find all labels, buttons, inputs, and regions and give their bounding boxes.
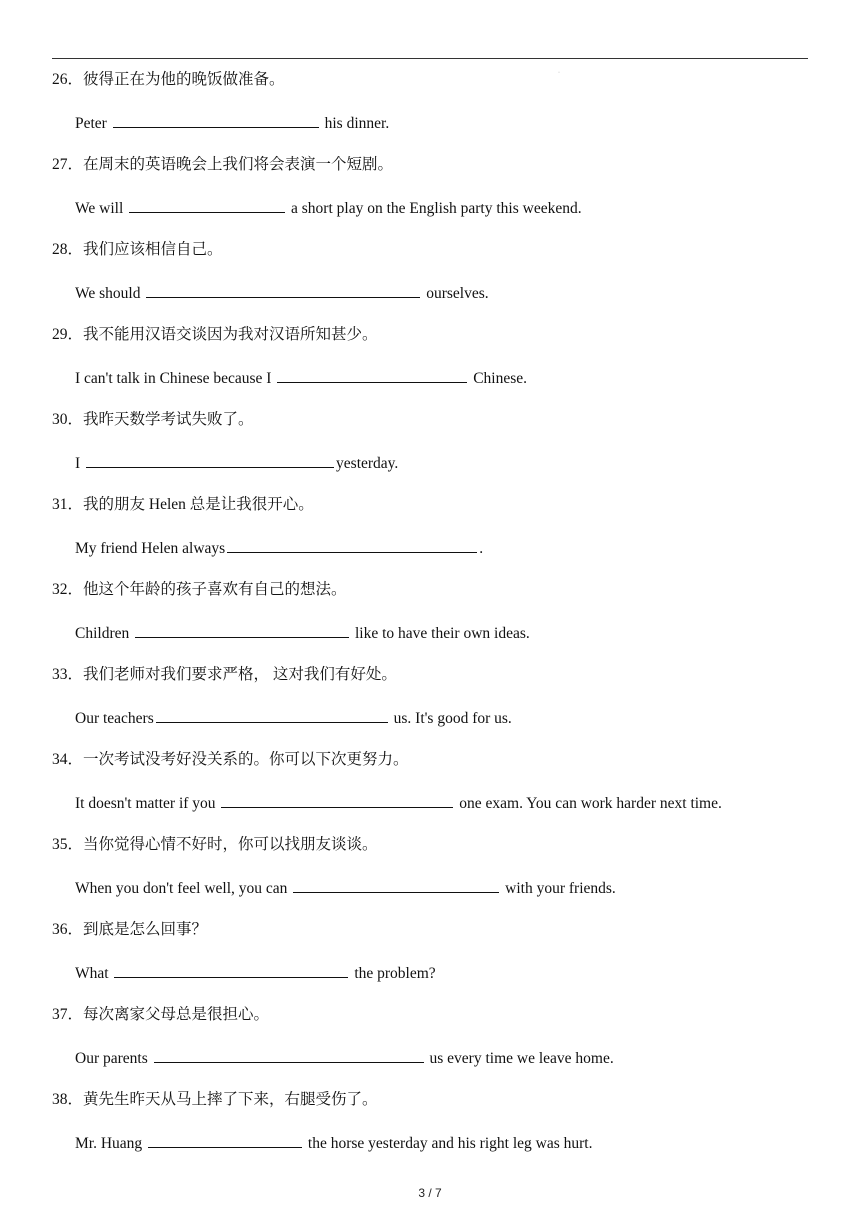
answer-blank[interactable] [221, 791, 453, 808]
sentence-35 [75, 876, 616, 900]
question-chinese: 彼得正在为他的晚饭做准备。 [83, 71, 285, 88]
question-number: 28． [52, 241, 84, 258]
question-30 [52, 408, 254, 432]
sentence-27 [75, 196, 582, 220]
question-number: 30． [52, 411, 84, 428]
sentence-before: When you don't feel well, you can [75, 880, 292, 897]
question-36 [52, 918, 207, 942]
sentence-before: We will [75, 200, 128, 217]
sentence-after: one exam. You can work harder next time. [455, 795, 722, 812]
answer-blank[interactable] [156, 706, 388, 723]
sentence-before: Mr. Huang [75, 1135, 147, 1152]
sentence-after: with your friends. [501, 880, 616, 897]
sentence-after: yesterday. [336, 455, 399, 472]
sentence-29 [75, 366, 527, 390]
question-chinese: 黄先生昨天从马上摔了下来，右腿受伤了。 [83, 1091, 378, 1108]
sentence-28 [75, 281, 489, 305]
answer-blank[interactable] [86, 451, 334, 468]
page-number: 3 / 7 [418, 1186, 442, 1200]
answer-blank[interactable] [129, 196, 285, 213]
question-35 [52, 833, 378, 857]
question-number: 37． [52, 1006, 84, 1023]
answer-blank[interactable] [154, 1046, 424, 1063]
sentence-34 [75, 791, 722, 815]
question-chinese: 每次离家父母总是很担心。 [83, 1006, 270, 1023]
sentence-after: his dinner. [320, 115, 390, 132]
sentence-before: Peter [75, 115, 111, 132]
dot-mark: · [558, 70, 560, 76]
answer-blank[interactable] [113, 111, 319, 128]
question-34 [52, 748, 409, 772]
question-33 [52, 663, 397, 687]
question-chinese: 到底是怎么回事？ [83, 921, 208, 938]
question-number: 26． [52, 71, 84, 88]
answer-blank[interactable] [277, 366, 467, 383]
sentence-after: us. It's good for us. [389, 710, 512, 727]
question-chinese: 我们老师对我们要求严格， 这对我们有好处。 [83, 666, 397, 683]
sentence-before: Children [75, 625, 134, 642]
answer-blank[interactable] [227, 536, 477, 553]
question-number: 35． [52, 836, 84, 853]
sentence-after: ourselves. [422, 285, 489, 302]
sentence-26 [75, 111, 389, 135]
sentence-before: I can't talk in Chinese because I [75, 370, 276, 387]
sentence-before: What [75, 965, 113, 982]
question-chinese: 在周末的英语晚会上我们将会表演一个短剧。 [83, 156, 394, 173]
sentence-after: us every time we leave home. [425, 1050, 614, 1067]
question-32 [52, 578, 347, 602]
sentence-36 [75, 961, 436, 985]
question-chinese: 我不能用汉语交谈因为我对汉语所知甚少。 [83, 326, 378, 343]
answer-blank[interactable] [293, 876, 499, 893]
sentence-before: Our teachers [75, 710, 154, 727]
question-28 [52, 238, 223, 262]
question-number: 29． [52, 326, 84, 343]
question-27 [52, 153, 393, 177]
sentence-before: I [75, 455, 85, 472]
question-26 [52, 68, 285, 92]
question-chinese: 当你觉得心情不好时，你可以找朋友谈谈。 [83, 836, 378, 853]
sentence-after: a short play on the English party this weekend. [287, 200, 582, 217]
sentence-32 [75, 621, 530, 645]
sentence-38 [75, 1131, 592, 1155]
question-29 [52, 323, 378, 347]
question-chinese: 他这个年龄的孩子喜欢有自己的想法。 [83, 581, 347, 598]
question-number: 27． [52, 156, 84, 173]
answer-blank[interactable] [146, 281, 420, 298]
sentence-37 [75, 1046, 614, 1070]
question-chinese: 我们应该相信自己。 [83, 241, 223, 258]
question-31 [52, 493, 314, 517]
question-number: 31． [52, 496, 84, 513]
sentence-before: My friend Helen always [75, 540, 226, 557]
answer-blank[interactable] [148, 1131, 302, 1148]
sentence-after: . [479, 540, 484, 557]
sentence-before: We should [75, 285, 145, 302]
answer-blank[interactable] [114, 961, 348, 978]
sentence-before: It doesn't matter if you [75, 795, 220, 812]
sentence-after: the problem? [350, 965, 436, 982]
question-chinese: 我昨天数学考试失败了。 [83, 411, 254, 428]
sentence-before: Our parents [75, 1050, 152, 1067]
sentence-31 [75, 536, 483, 560]
question-number: 32． [52, 581, 84, 598]
sentence-33 [75, 706, 512, 730]
question-number: 38． [52, 1091, 84, 1108]
header-rule [52, 58, 808, 59]
sentence-after: the horse yesterday and his right leg was hurt. [304, 1135, 593, 1152]
question-number: 34． [52, 751, 84, 768]
sentence-after: Chinese. [469, 370, 528, 387]
question-38 [52, 1088, 378, 1112]
sentence-30 [75, 451, 398, 475]
question-chinese: 一次考试没考好没关系的。你可以下次更努力。 [83, 751, 409, 768]
question-number: 36． [52, 921, 84, 938]
question-37 [52, 1003, 269, 1027]
question-number: 33． [52, 666, 84, 683]
question-chinese: 我的朋友 Helen 总是让我很开心。 [83, 496, 314, 513]
sentence-after: like to have their own ideas. [351, 625, 530, 642]
answer-blank[interactable] [135, 621, 349, 638]
